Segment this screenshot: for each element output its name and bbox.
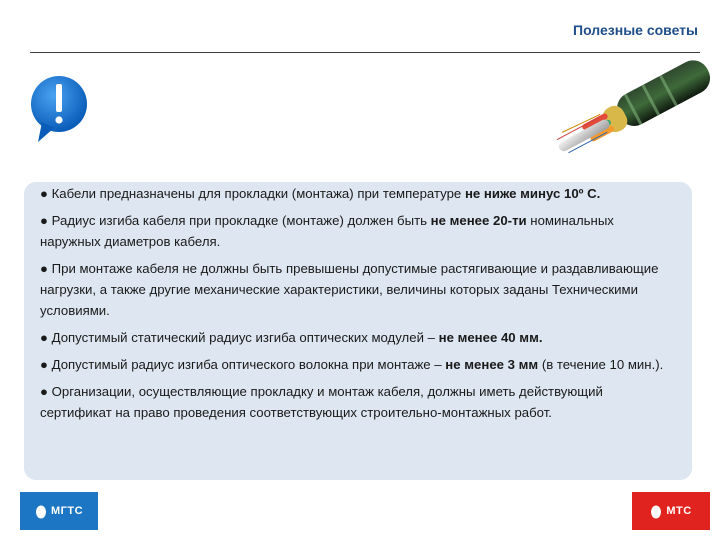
mgts-logo — [20, 492, 98, 530]
mgts-logo-text: МГТС — [50, 505, 84, 517]
exclamation-bubble-icon — [28, 74, 90, 144]
page-title: Полезные советы — [573, 22, 698, 38]
egg-icon — [650, 503, 662, 519]
tip-item: ● При монтаже кабеля не должны быть превышены допустимые растягивающие и раздавливающие нагрузки, а также другие механические характеристики, величины которых заданы Техническими условиями. — [40, 261, 659, 318]
egg-icon — [35, 503, 47, 519]
header-divider — [30, 52, 700, 53]
mts-logo — [632, 492, 710, 530]
mts-logo-text: МТС — [666, 505, 692, 517]
tip-item: ● Радиус изгиба кабеля при прокладке (монтаже) должен быть не менее 20-ти номинальных наружных диаметров кабеля. — [40, 213, 614, 249]
fiber-optic-cable-image — [540, 56, 715, 171]
tip-item: ● Организации, осуществляющие прокладку и монтаж кабеля, должны иметь действующий сертификат на право проведения соответствующих строительно-монтажных работ. — [40, 384, 603, 420]
tip-item: ● Допустимый статический радиус изгиба оптических модулей – не менее 40 мм. — [40, 330, 543, 345]
tips-panel — [24, 182, 692, 480]
tip-item: ● Кабели предназначены для прокладки (монтажа) при температуре не ниже минус 10º С. — [40, 186, 601, 201]
tip-item: ● Допустимый радиус изгиба оптического волокна при монтаже – не менее 3 мм (в течение 10 мин.). — [40, 357, 664, 372]
